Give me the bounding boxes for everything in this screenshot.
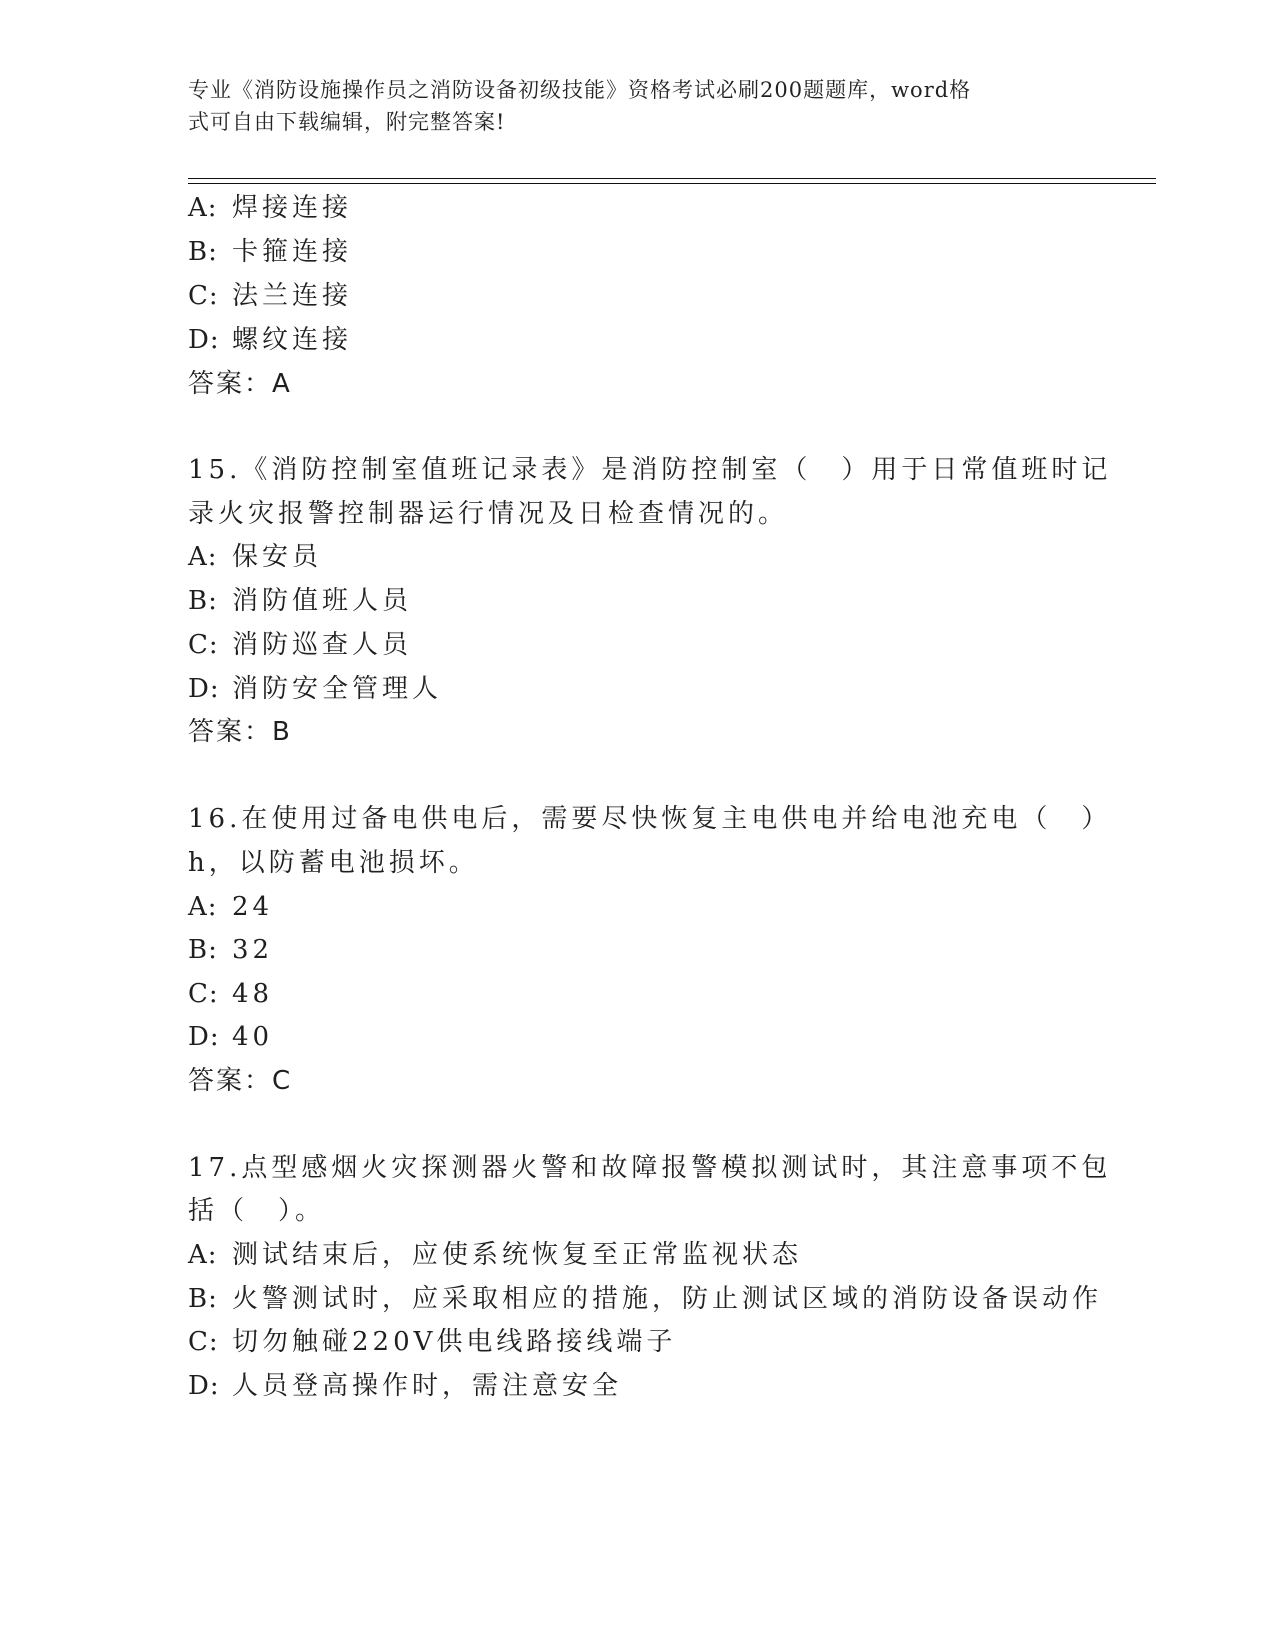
header-divider-top <box>188 178 1156 179</box>
option-text: 32 <box>232 935 274 965</box>
option-key: C: <box>188 979 219 1009</box>
option-text: 40 <box>232 1022 274 1052</box>
option-text: 火警测试时，应采取相应的措施，防止测试区域的消防设备误动作 <box>232 1284 1103 1314</box>
option-key: A: <box>188 542 218 572</box>
option-text: 人员登高操作时，需注意安全 <box>232 1371 623 1401</box>
option-text: 切勿触碰220V供电线路接线端子 <box>232 1327 677 1357</box>
q15-stem-line-2: 录火灾报警控制器运行情况及日检查情况的。 <box>188 499 789 529</box>
option-key: D: <box>188 674 220 704</box>
header-line-2: 式可自由下载编辑，附完整答案! <box>188 110 506 134</box>
option-key: B: <box>188 586 218 616</box>
q16-option-a <box>188 892 273 922</box>
document-header <box>188 74 1068 138</box>
option-key: D: <box>188 325 220 355</box>
q16-option-c <box>188 979 273 1009</box>
option-key: A: <box>188 892 218 922</box>
option-key: A: <box>188 1240 218 1270</box>
q16-option-b <box>188 935 273 965</box>
option-key: B: <box>188 237 218 267</box>
option-text: 消防巡查人员 <box>232 630 413 660</box>
option-text: 消防安全管理人 <box>232 674 443 704</box>
q17-stem-line-1: 17.点型感烟火灾探测器火警和故障报警模拟测试时，其注意事项不包 <box>188 1153 1112 1183</box>
option-key: C: <box>188 281 219 311</box>
q17-option-d <box>188 1371 622 1401</box>
q15-option-a <box>188 542 322 572</box>
option-text: 48 <box>232 979 274 1009</box>
option-text: 法兰连接 <box>232 281 353 311</box>
q15-stem-line-1: 15.《消防控制室值班记录表》是消防控制室（ ）用于日常值班时记 <box>188 455 1112 485</box>
q15-option-c <box>188 630 412 660</box>
q14-answer: 答案：A <box>188 369 292 399</box>
q14-option-c <box>188 281 352 311</box>
option-key: C: <box>188 1327 219 1357</box>
option-text: 测试结束后，应使系统恢复至正常监视状态 <box>232 1240 803 1270</box>
q15-option-d <box>188 674 442 704</box>
option-text: 消防值班人员 <box>232 586 413 616</box>
q16-stem-line-1: 16.在使用过备电供电后，需要尽快恢复主电供电并给电池充电（ ） <box>188 804 1112 834</box>
q17-stem-line-2: 括（ ）。 <box>188 1196 326 1226</box>
q17-option-c <box>188 1327 676 1357</box>
q14-option-d <box>188 325 352 355</box>
q17-option-b <box>188 1284 1102 1314</box>
option-text: 螺纹连接 <box>232 325 353 355</box>
q16-option-d <box>188 1022 273 1052</box>
q17-option-a <box>188 1240 802 1270</box>
option-key: A: <box>188 193 218 223</box>
option-key: B: <box>188 1284 218 1314</box>
option-key: C: <box>188 630 219 660</box>
option-key: D: <box>188 1022 220 1052</box>
option-key: D: <box>188 1371 220 1401</box>
q16-answer: 答案：C <box>188 1066 293 1096</box>
option-text: 24 <box>232 892 274 922</box>
q15-option-b <box>188 586 412 616</box>
q15-answer: 答案：B <box>188 717 292 747</box>
header-line-1: 专业《消防设施操作员之消防设备初级技能》资格考试必刷200题题库，word格 <box>188 78 972 102</box>
option-key: B: <box>188 935 218 965</box>
q14-option-a <box>188 193 352 223</box>
option-text: 保安员 <box>232 542 323 572</box>
q16-stem-line-2: h，以防蓄电池损坏。 <box>188 848 479 878</box>
header-divider-bottom <box>188 183 1156 184</box>
option-text: 焊接连接 <box>232 193 353 223</box>
q14-option-b <box>188 237 352 267</box>
option-text: 卡箍连接 <box>232 237 353 267</box>
